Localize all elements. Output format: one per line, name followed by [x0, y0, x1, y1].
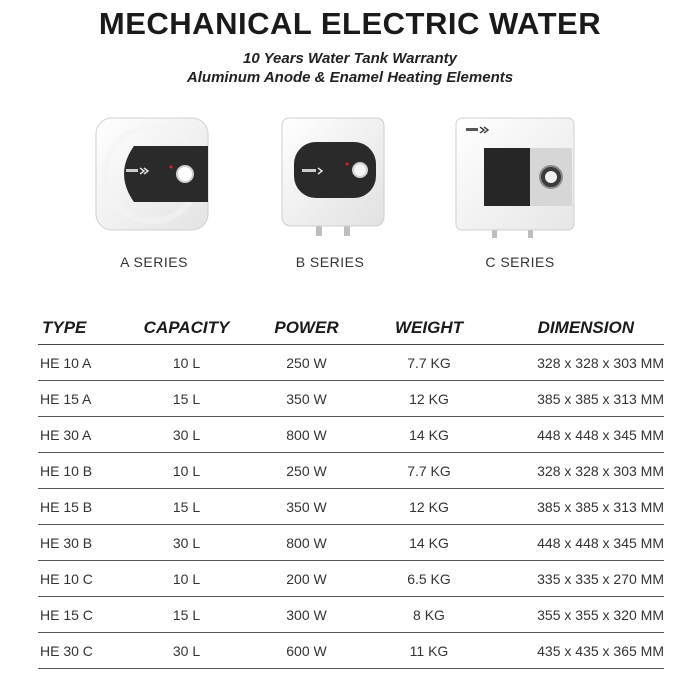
cell-dimension: 435 x 435 x 365 MM [494, 633, 664, 669]
cell-capacity: 15 L [124, 381, 249, 417]
specifications-table [38, 312, 664, 669]
cell-weight: 6.5 KG [364, 561, 494, 597]
cell-capacity: 30 L [124, 417, 249, 453]
cell-weight: 12 KG [364, 489, 494, 525]
cell-capacity: 30 L [124, 633, 249, 669]
cell-power: 250 W [249, 453, 364, 489]
cell-dimension: 448 x 448 x 345 MM [494, 417, 664, 453]
table-row [38, 597, 664, 633]
water-heater-a-image [74, 112, 234, 247]
cell-type: HE 15 B [38, 489, 124, 525]
cell-dimension: 355 x 355 x 320 MM [494, 597, 664, 633]
product-a-series [74, 112, 234, 282]
materials-subtitle: Aluminum Anode & Enamel Heating Elements [186, 69, 514, 86]
column-header-capacity: CAPACITY [124, 312, 249, 345]
cell-weight: 7.7 KG [364, 453, 494, 489]
table-row [38, 417, 664, 453]
column-header-weight: WEIGHT [364, 312, 494, 345]
cell-capacity: 15 L [124, 597, 249, 633]
cell-power: 250 W [249, 345, 364, 381]
cell-power: 600 W [249, 633, 364, 669]
table-row [38, 453, 664, 489]
cell-weight: 14 KG [364, 525, 494, 561]
page-title: MECHANICAL ELECTRIC WATER [98, 6, 602, 41]
cell-type: HE 10 A [38, 345, 124, 381]
cell-weight: 14 KG [364, 417, 494, 453]
warranty-subtitle: 10 Years Water Tank Warranty [243, 50, 457, 67]
cell-capacity: 10 L [124, 453, 249, 489]
cell-capacity: 15 L [124, 489, 249, 525]
series-label: B SERIES [295, 254, 365, 270]
water-heater-b-image [250, 112, 410, 247]
water-heater-c-image [440, 112, 600, 247]
product-b-series [250, 112, 410, 282]
column-header-type: TYPE [38, 312, 124, 345]
cell-dimension: 328 x 328 x 303 MM [494, 345, 664, 381]
cell-type: HE 10 B [38, 453, 124, 489]
cell-power: 200 W [249, 561, 364, 597]
cell-type: HE 30 A [38, 417, 124, 453]
cell-dimension: 328 x 328 x 303 MM [494, 453, 664, 489]
table-header-row [38, 312, 664, 345]
table-row [38, 381, 664, 417]
cell-power: 300 W [249, 597, 364, 633]
cell-power: 800 W [249, 525, 364, 561]
cell-weight: 7.7 KG [364, 345, 494, 381]
cell-type: HE 30 C [38, 633, 124, 669]
cell-dimension: 385 x 385 x 313 MM [494, 381, 664, 417]
cell-type: HE 15 C [38, 597, 124, 633]
cell-type: HE 10 C [38, 561, 124, 597]
cell-capacity: 10 L [124, 561, 249, 597]
series-label: A SERIES [120, 254, 188, 270]
table-row [38, 633, 664, 669]
table-row [38, 345, 664, 381]
cell-weight: 8 KG [364, 597, 494, 633]
cell-dimension: 448 x 448 x 345 MM [494, 525, 664, 561]
table-row [38, 525, 664, 561]
table-row [38, 561, 664, 597]
cell-capacity: 30 L [124, 525, 249, 561]
cell-power: 800 W [249, 417, 364, 453]
cell-power: 350 W [249, 489, 364, 525]
product-c-series [440, 112, 600, 282]
cell-capacity: 10 L [124, 345, 249, 381]
column-header-power: POWER [249, 312, 364, 345]
cell-type: HE 15 A [38, 381, 124, 417]
table-row [38, 489, 664, 525]
cell-dimension: 385 x 385 x 313 MM [494, 489, 664, 525]
cell-type: HE 30 B [38, 525, 124, 561]
cell-weight: 12 KG [364, 381, 494, 417]
cell-weight: 11 KG [364, 633, 494, 669]
column-header-dimension: DIMENSION [494, 312, 664, 345]
series-label: C SERIES [485, 254, 555, 270]
cell-dimension: 335 x 335 x 270 MM [494, 561, 664, 597]
cell-power: 350 W [249, 381, 364, 417]
